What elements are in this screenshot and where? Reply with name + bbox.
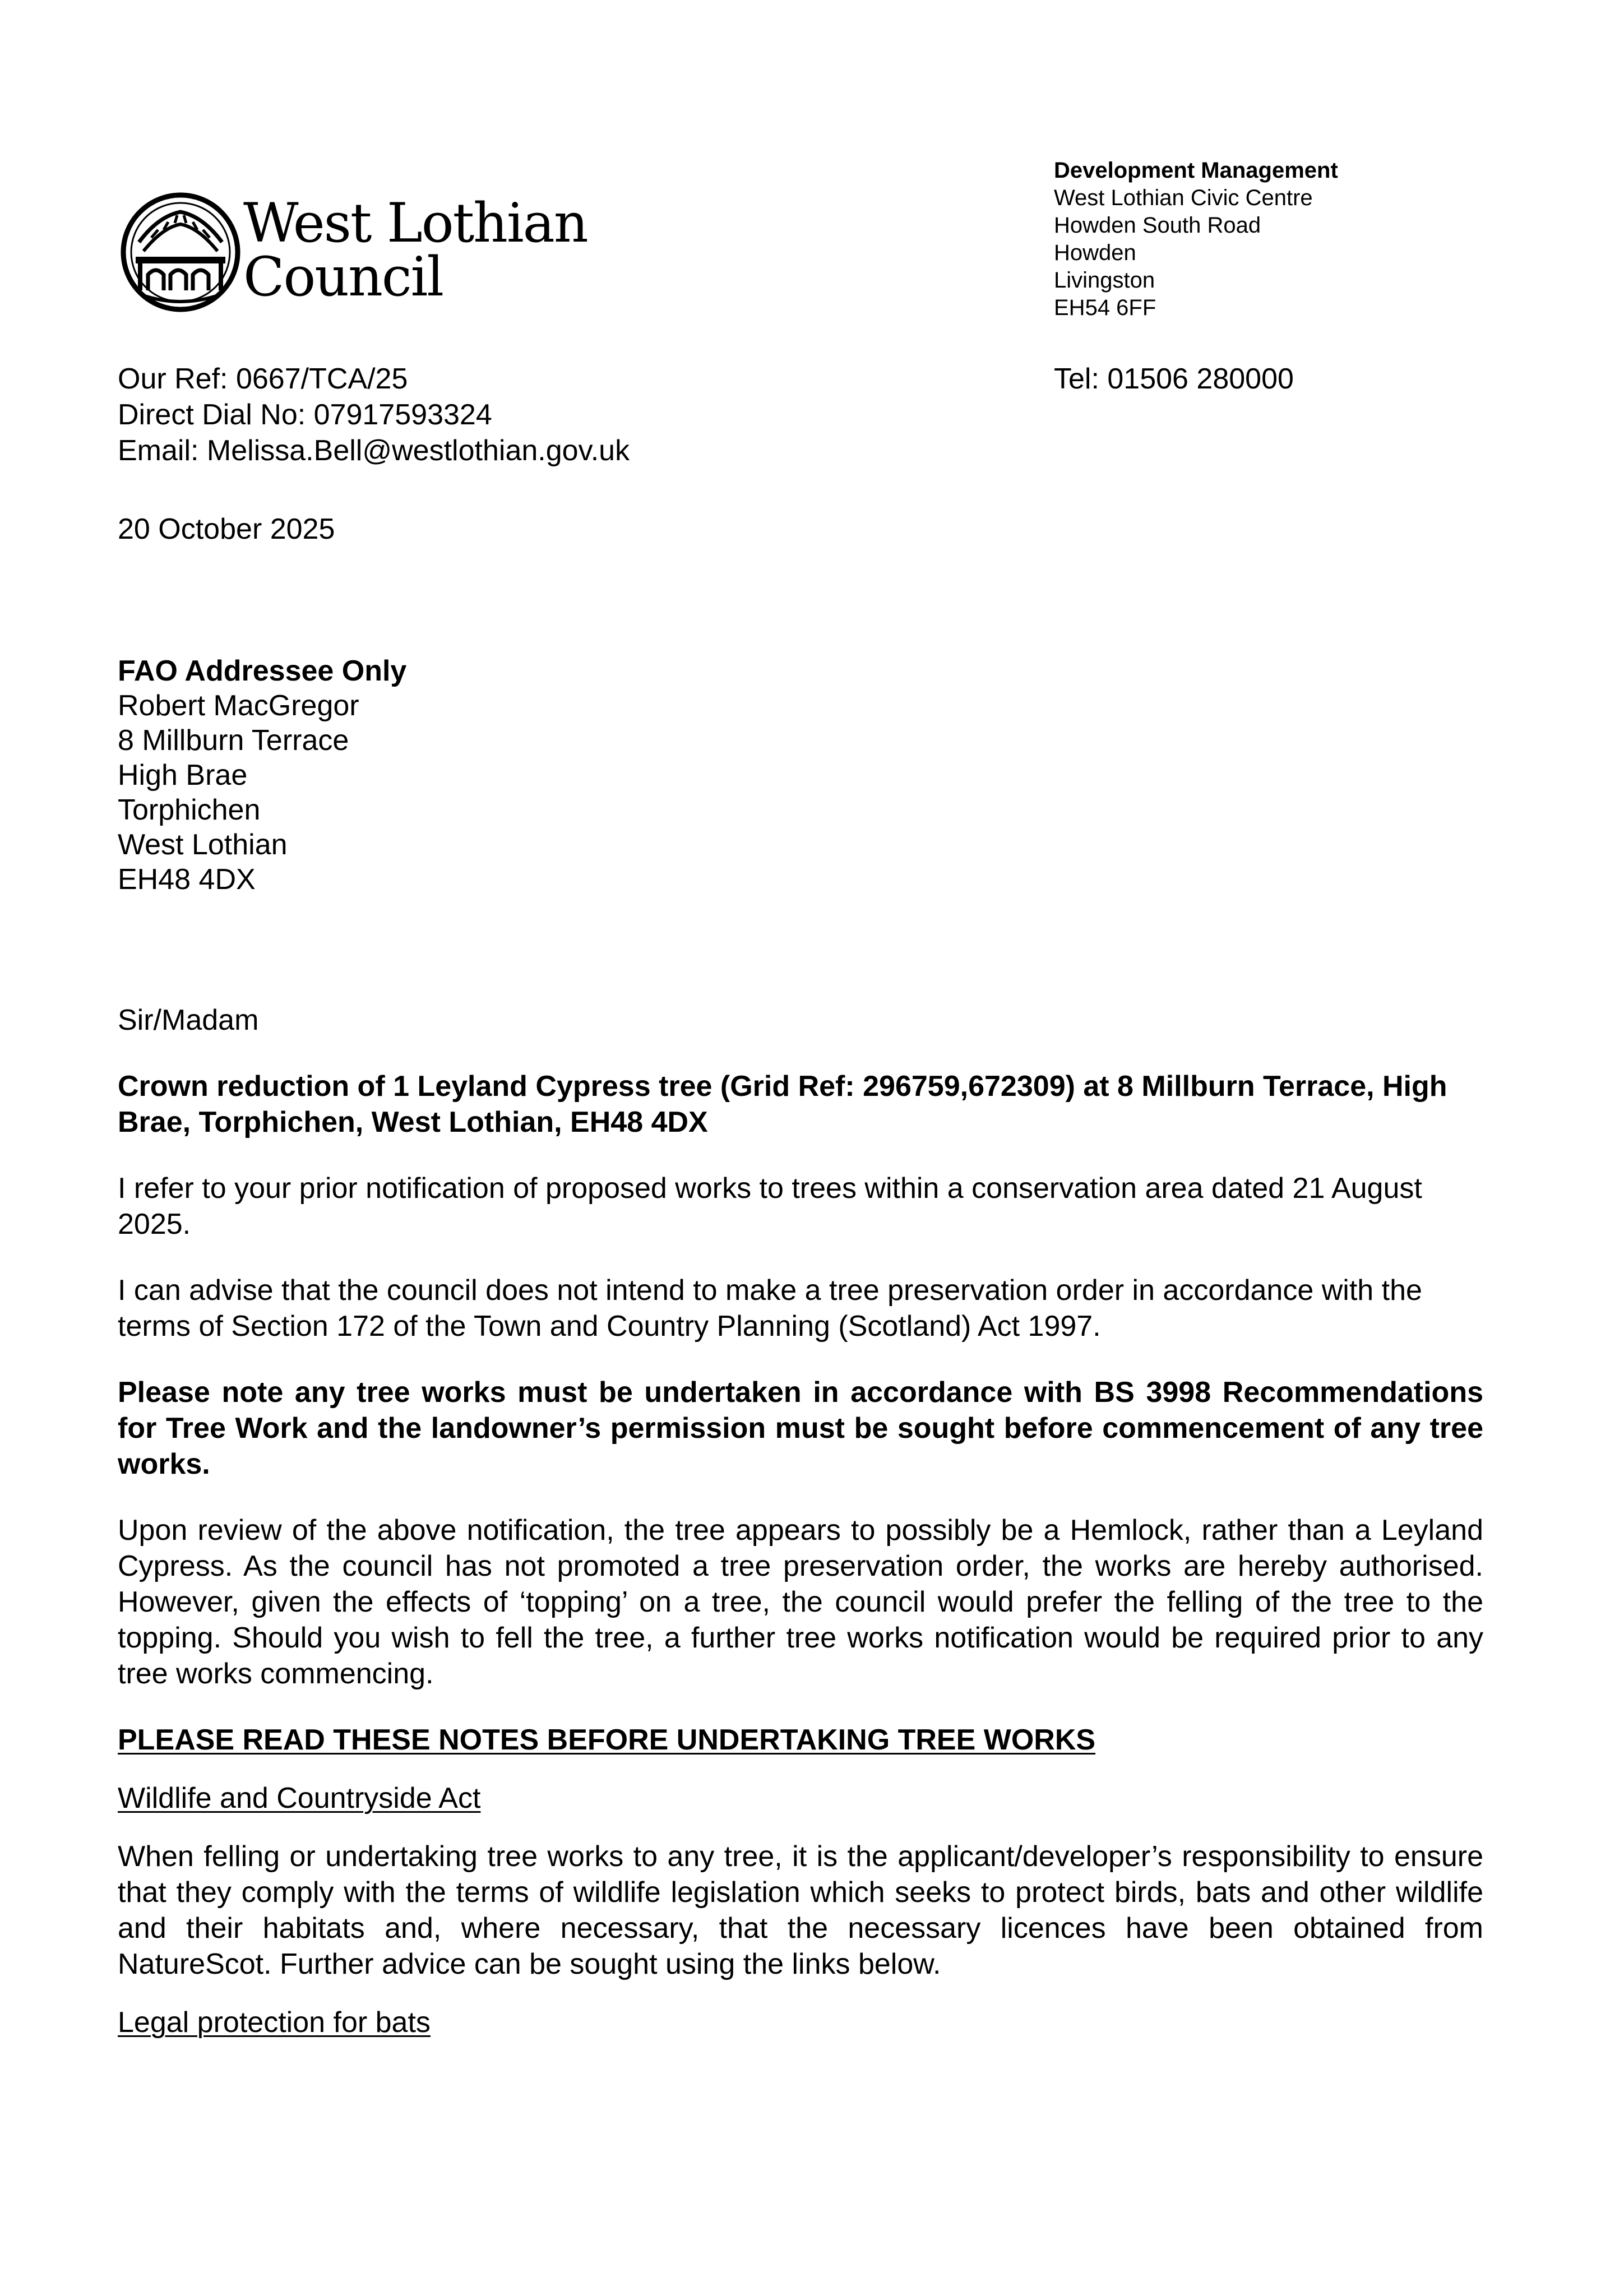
bats-heading: Legal protection for bats xyxy=(118,2006,431,2039)
paragraph-tpo-decision: I can advise that the council does not intend to make a tree preservation order in accordance with the terms of Section 172 of the Town and Country Planning (Scotland) Act 1997. xyxy=(118,1274,1422,1343)
contact-email: Email: Melissa.Bell@westlothian.gov.uk xyxy=(118,434,630,467)
letter-body xyxy=(118,1002,1483,2040)
recipient-address xyxy=(118,654,406,897)
direct-dial: Direct Dial No: 07917593324 xyxy=(118,399,492,431)
council-crest-icon xyxy=(119,191,242,314)
recipient-line: Robert MacGregor xyxy=(118,689,359,722)
recipient-line: 8 Millburn Terrace xyxy=(118,724,349,757)
notes-heading: PLEASE READ THESE NOTES BEFORE UNDERTAKING TREE WORKS xyxy=(118,1724,1096,1756)
paragraph-bs3998-note: Please note any tree works must be undertaken in accordance with BS 3998 Recommendations for Tree Work and the landowner’s permission must be sought before commencement of any tree works. xyxy=(118,1376,1483,1480)
recipient-line: EH48 4DX xyxy=(118,863,256,896)
paragraph-notification: I refer to your prior notification of proposed works to trees within a conservation area dated 21 August 2025. xyxy=(118,1172,1422,1240)
sender-address-line: Howden xyxy=(1054,240,1136,265)
sender-address-line: Livingston xyxy=(1054,268,1155,293)
council-logo xyxy=(119,186,587,315)
recipient-line: High Brae xyxy=(118,759,248,791)
reference-block xyxy=(118,361,630,469)
sender-department: Development Management xyxy=(1054,158,1338,183)
recipient-line: West Lothian xyxy=(118,828,288,861)
sender-telephone: Tel: 01506 280000 xyxy=(1054,363,1294,395)
recipient-line: Torphichen xyxy=(118,794,261,826)
paragraph-wildlife: When felling or undertaking tree works to any tree, it is the applicant/developer’s responsibility to ensure that they comply with the terms of wildlife legislation which seeks to protect birds, bats and other wildlife and their habitats and, where necessary, that the necessary licences have been obtained from NatureScot. Further advice can be sought using the links below. xyxy=(118,1840,1483,1980)
logo-line-1: West Lothian xyxy=(243,192,587,254)
our-reference: Our Ref: 0667/TCA/25 xyxy=(118,363,408,395)
wildlife-heading: Wildlife and Countryside Act xyxy=(118,1782,481,1814)
letter-date: 20 October 2025 xyxy=(118,513,335,545)
sender-address-line: West Lothian Civic Centre xyxy=(1054,186,1313,210)
council-wordmark xyxy=(243,192,587,308)
fao-line: FAO Addressee Only xyxy=(118,655,407,687)
logo-line-2: Council xyxy=(243,246,443,308)
sender-address-line: EH54 6FF xyxy=(1054,295,1156,320)
subject-line: Crown reduction of 1 Leyland Cypress tree (Grid Ref: 296759,672309) at 8 Millburn Terrace, High Brae, Torphichen, West Lothian, EH48 4DX xyxy=(118,1070,1447,1138)
sender-address xyxy=(1054,157,1338,322)
paragraph-review: Upon review of the above notification, the tree appears to possibly be a Hemlock, rather than a Leyland Cypress. As the council has not promoted a tree preservation order, the works are hereby authorised. However, given the effects of ‘topping’ on a tree, the council would prefer the felling of the tree to the topping. Should you wish to fell the tree, a further tree works notification would be required prior to any tree works commencing. xyxy=(118,1514,1483,1690)
salutation: Sir/Madam xyxy=(118,1004,259,1036)
sender-address-line: Howden South Road xyxy=(1054,213,1261,238)
